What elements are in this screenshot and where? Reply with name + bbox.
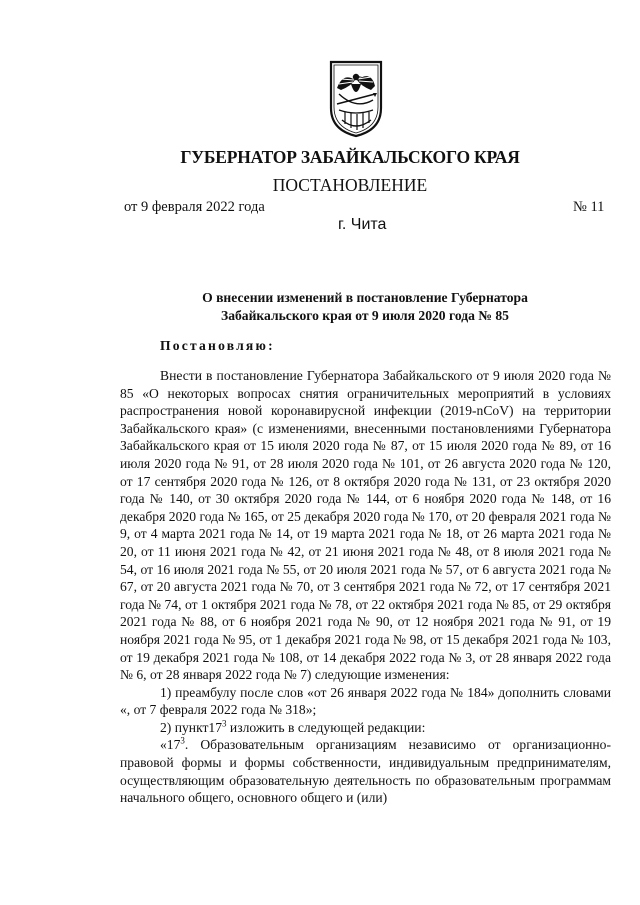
decree-word: Постановляю:: [160, 338, 275, 353]
clause-text-end: . Образовательным организациям независимо от организационно-правовой формы и формы собственности, индивидуальным предпринимателям, осуществляющим образовательную деятельность по образовательным программам начального общего, основного общего и (или): [120, 737, 611, 806]
document-title-line-2: Забайкальского края от 9 июля 2020 года № 85: [221, 308, 509, 323]
body-paragraph-main: Внести в постановление Губернатора Забайкальского от 9 июля 2020 года № 85 «О некоторых вопросах снятия ограничительных мероприятий в условиях распространения новой коронавирусной инфекции (2019-nCoV) на территории Забайкальского края» (с изменениями, внесенными постановлениями Губернатора Забайкальского края от 15 июля 2020 года № 87, от 15 июля 2020 года № 89, от 16 июля 2020 года № 91, от 28 июля 2020 года № 101, от 26 августа 2020 года № 120, от 17 сентября 2020 года № 126, от 8 октября 2020 года № 131, от 23 октября 2020 года № 140, от 30 октября 2020 года № 144, от 6 ноября 2020 года № 148, от 16 декабря 2020 года № 165, от 25 декабря 2020 года № 170, от 20 февраля 2021 года № 9, от 4 марта 2021 года № 14, от 19 марта 2021 года № 18, от 26 марта 2021 года № 20, от 11 июня 2021 года № 42, от 21 июня 2021 года № 48, от 8 июля 2021 года № 54, от 16 июля 2021 года № 55, от 20 июля 2021 года № 57, от 6 августа 2021 года № 67, от 20 августа 2021 года № 70, от 3 сентября 2021 года № 72, от 17 сентября 2021 года № 74, от 1 октября 2021 года № 78, от 22 октября 2021 года № 85, от 29 октября 2021 года № 88, от 6 ноября 2021 года № 90, от 12 ноября 2021 года № 91, от 19 ноября 2021 года № 95, от 1 декабря 2021 года № 98, от 15 декабря 2021 года № 103, от 19 декабря 2021 года № 108, от 14 декабря 2022 года № 3, от 28 января 2022 года № 6, от 28 января 2022 года № 7) следующие изменения:: [120, 368, 611, 683]
document-date: от 9 февраля 2022 года: [124, 199, 265, 215]
clause-text-start: «17: [160, 737, 181, 753]
document-title-line-1: О внесении изменений в постановление Губернатора: [202, 290, 528, 305]
coat-of-arms-icon: [327, 60, 385, 138]
clause-superscript: 3: [180, 735, 185, 746]
item-2-superscript: 3: [222, 718, 227, 729]
governor-heading: ГУБЕРНАТОР ЗАБАЙКАЛЬСКОГО КРАЯ: [180, 147, 520, 167]
item-2-text-end: изложить в следующей редакции:: [226, 719, 426, 735]
document-number: № 11: [573, 199, 605, 215]
body-paragraph-item-2: [120, 719, 611, 737]
document-title: [170, 289, 560, 325]
body-paragraph-item-1: 1) преамбулу после слов «от 26 января 2022 года № 184» дополнить словами «, от 7 февраля 2022 года № 318»;: [120, 684, 611, 718]
document-body: [120, 367, 611, 807]
document-city: г. Чита: [338, 216, 387, 233]
item-2-text-start: 2) пункт17: [160, 719, 223, 735]
body-paragraph-clause-17-3: [120, 736, 611, 806]
document-type: ПОСТАНОВЛЕНИЕ: [272, 175, 428, 195]
